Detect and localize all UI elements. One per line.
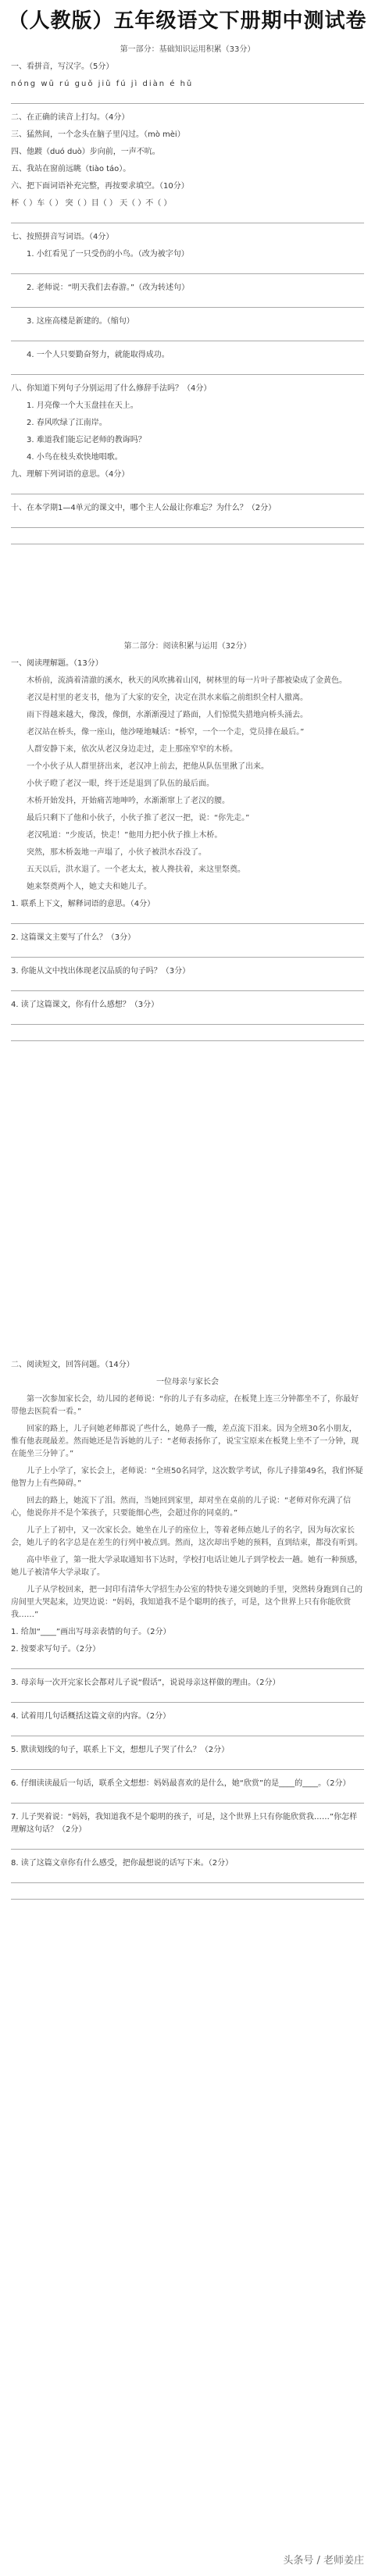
question: 1. 联系上下文，解释词语的意思。（4分）: [11, 900, 155, 908]
passage-paragraph: 高中毕业了，第一批大学录取通知书下达时，学校打电话让她儿子到学校去一趟。她有一种预感，她儿子被清华大学录取了。: [11, 1556, 362, 1577]
answer-line: [11, 1891, 364, 1900]
question: 6. 仔细读读最后一句话，联系全文想想：妈妈最喜欢的是什么，她“欣赏”的是____的____。（2分）: [11, 1779, 351, 1788]
question: 1. 小红看见了一只受伤的小鸟。（改为被字句）: [27, 250, 189, 259]
answer-line: [11, 215, 364, 223]
passage-paragraph: 回去的路上，她流下了泪。然而，当她回到家里，却对坐在桌前的儿子说：“老师对你充满了信心，他说你并不是个笨孩子，只要能细心些，会超过你的同桌的。”: [11, 1497, 352, 1518]
passage-paragraph: 一个小伙子从人群里挤出来，老汉冲上前去，把他从队伍里揪了出来。: [27, 762, 269, 771]
passage-paragraph: 人群安静下来，依次从老汉身边走过，走上那座窄窄的木桥。: [27, 745, 238, 754]
question: 2. 老师说：“明天我们去春游。”（改为转述句）: [27, 284, 190, 292]
question: 4. 试着用几句话概括这篇文章的内容。（2分）: [11, 1712, 171, 1721]
question: 三、猛然间，一个念头在脑子里闪过。（mò mèi）: [11, 130, 185, 139]
answer-line: [11, 95, 364, 104]
reading2-section: [11, 1359, 364, 1907]
answer-line: [11, 486, 364, 494]
part1-header: 第一部分：基础知识运用积累（33分）: [120, 45, 255, 54]
question: 二、在正确的读音上打勾。（4分）: [11, 113, 130, 122]
question: 8. 读了这篇文章你有什么感受，把你最想说的话写下来。（2分）: [11, 1859, 234, 1868]
passage-paragraph: 木桥前，流淌着清澈的溪水，秋天的风吹拂着山冈，树林里的每一片叶子都被染成了金黄色。: [27, 676, 347, 685]
answer-line: [11, 536, 364, 544]
answer-line: [11, 266, 364, 274]
part2-section: [11, 640, 364, 1049]
page-title: （人教版）五年级语文下册期中测试卷: [8, 9, 367, 33]
reading1-title: 一、阅读理解题。（13分）: [11, 659, 103, 668]
passage-paragraph: 老汉站在桥头，像一座山，他沙哑地喊话：“桥窄，一个一个走，党员排在最后。”: [27, 728, 305, 737]
question: 2. 这篇课文主要写了什么？（3分）: [11, 933, 136, 942]
footer-watermark: 头条号 / 老师姜庄: [283, 2555, 364, 2567]
part2-header: 第二部分：阅读积累与运用（32分）: [123, 642, 252, 651]
passage-paragraph: 老汉是村里的老支书，他为了大家的安全，决定在洪水来临之前组织全村人撤离。: [27, 694, 308, 702]
question: 一、看拼音，写汉字。（5分）: [11, 62, 114, 71]
answer-line: [11, 519, 364, 528]
answer-line: [11, 915, 364, 924]
passage-paragraph: 回家的路上，儿子问她老师都说了些什么，她鼻子一酸，差点流下泪来。因为全班30名小朋友，惟有他表现最差。然而她还是告诉她的儿子：“老师表扬你了，说宝宝原来在板凳上坐不了一分钟，现在能坐三分钟了。”: [11, 1425, 359, 1458]
question: 4. 一个人只要勤奋努力，就能取得成功。: [27, 351, 170, 359]
passage-paragraph: 小伙子瞪了老汉一眼，终于还是退到了队伍的最后面。: [27, 780, 214, 788]
passage-paragraph: 儿子上小学了，家长会上，老师说：“全班50名同学，这次数学考试，你儿子排第49名，我们怀疑他智力上有些障碍。”: [11, 1467, 363, 1488]
question: 十、在本学期1—4单元的课文中，哪个主人公最让你难忘？为什么？（2分）: [11, 504, 277, 512]
question: 1. 给加“____”画出写母亲表情的句子。（2分）: [11, 1628, 171, 1636]
fill-row: 杯（ ）车（ ） 突（ ）目（ ） 天（ ）不（ ）: [11, 199, 172, 208]
passage-paragraph: 老汉吼道：“少废话，快走！”他用力把小伙子推上木桥。: [27, 831, 223, 840]
question: 3. 难道我们能忘记老师的教诲吗？: [27, 436, 146, 444]
answer-line: [11, 1661, 364, 1669]
question: 九、理解下列词语的意思。（4分）: [11, 470, 130, 479]
answer-line: [11, 333, 364, 341]
question: 四、他踱（duó duò）步向前，一声不吭。: [11, 148, 160, 156]
question: 5. 默读划线的句子，联系上下文，想想儿子哭了什么？（2分）: [11, 1746, 230, 1754]
question: 七、按照拼音写词语。（4分）: [11, 233, 114, 241]
answer-line: [11, 1875, 364, 1883]
answer-line: [11, 1033, 364, 1041]
answer-line: [11, 366, 364, 375]
question: 3. 这座高楼是新建的。（缩句）: [27, 317, 134, 326]
question: 2. 按要求写句子。（2分）: [11, 1645, 101, 1654]
passage-paragraph: 最后只剩下了他和小伙子，小伙子推了老汉一把，说：“你先走。”: [27, 814, 250, 822]
pinyin-row: nóng wū rú guǒ jiǔ fú jì diàn é hǔ: [11, 80, 194, 88]
answer-line: [11, 1728, 364, 1736]
answer-line: [11, 1016, 364, 1025]
passage-paragraph: 五天以后，洪水退了。一个老太太，被人搀扶着，来这里祭奠。: [27, 865, 245, 874]
answer-line: [11, 1761, 364, 1770]
question: 六、把下面词语补充完整，再按要求填空。（10分）: [11, 182, 189, 191]
question: 7. 儿子哭着说：“妈妈，我知道我不是个聪明的孩子，可是，这个世界上只有你能欣赏我……”你怎样理解这句话？（2分）: [11, 1813, 358, 1834]
question: 4. 读了这篇课文，你有什么感想？（3分）: [11, 1001, 159, 1009]
question: 2. 春风吹绿了江南岸。: [27, 419, 107, 427]
passage-title: 一位母亲与家长会: [156, 1378, 219, 1386]
passage-paragraph: 突然，那木桥轰地一声塌了，小伙子被洪水吞没了。: [27, 848, 206, 857]
question: 五、我站在窗前远眺（tiào táo）。: [11, 165, 131, 173]
reading2-title: 二、阅读短文，回答问题。（14分）: [11, 1361, 134, 1369]
question: 3. 你能从文中找出体现老汉品质的句子吗？（3分）: [11, 967, 191, 976]
question: 1. 月亮像一个大玉盘挂在天上。: [27, 401, 138, 410]
answer-line: [11, 1795, 364, 1804]
answer-line: [11, 949, 364, 958]
passage-paragraph: 雨下得越来越大，像泼，像倒，水渐渐漫过了路面，人们惊慌失措地向桥头涌去。: [27, 711, 308, 719]
question: 3. 母亲每一次开完家长会都对儿子说“假话”，说说母亲这样做的理由。（2分）: [11, 1679, 280, 1687]
passage-paragraph: 第一次参加家长会，幼儿园的老师说：“你的儿子有多动症，在板凳上连三分钟都坐不了，你最好带他去医院看一看。”: [11, 1395, 359, 1416]
answer-line: [11, 1841, 364, 1850]
passage-paragraph: 儿子从学校回来，把一封印有清华大学招生办公室的特快专递交到她的手里，突然转身跑到自己的房间里大哭起来，边哭边说：“妈妈，我知道我不是个聪明的孩子，可是，这个世界上只有你能欣赏我……”: [11, 1586, 362, 1619]
part1-section: [11, 44, 364, 552]
answer-line: [11, 299, 364, 308]
passage-paragraph: 儿子上了初中，又一次家长会。她坐在儿子的座位上，等着老师点她儿子的名字，因为每次家长会，她儿子的名字总是在差生的行列中被点到。然而，这次却出乎她的预料，直到结束，都没有听到。: [11, 1526, 362, 1547]
answer-line: [11, 983, 364, 991]
passage-paragraph: 她来祭奠两个人，她丈夫和她儿子。: [27, 883, 152, 891]
passage-paragraph: 木桥开始发抖，开始痛苦地呻吟，水渐渐窜上了老汉的腰。: [27, 797, 230, 805]
question: 八、你知道下列句子分别运用了什么修辞手法吗？（4分）: [11, 384, 212, 393]
answer-line: [11, 1694, 364, 1703]
question: 4. 小鸟在枝头欢快地唱歌。: [27, 453, 123, 462]
